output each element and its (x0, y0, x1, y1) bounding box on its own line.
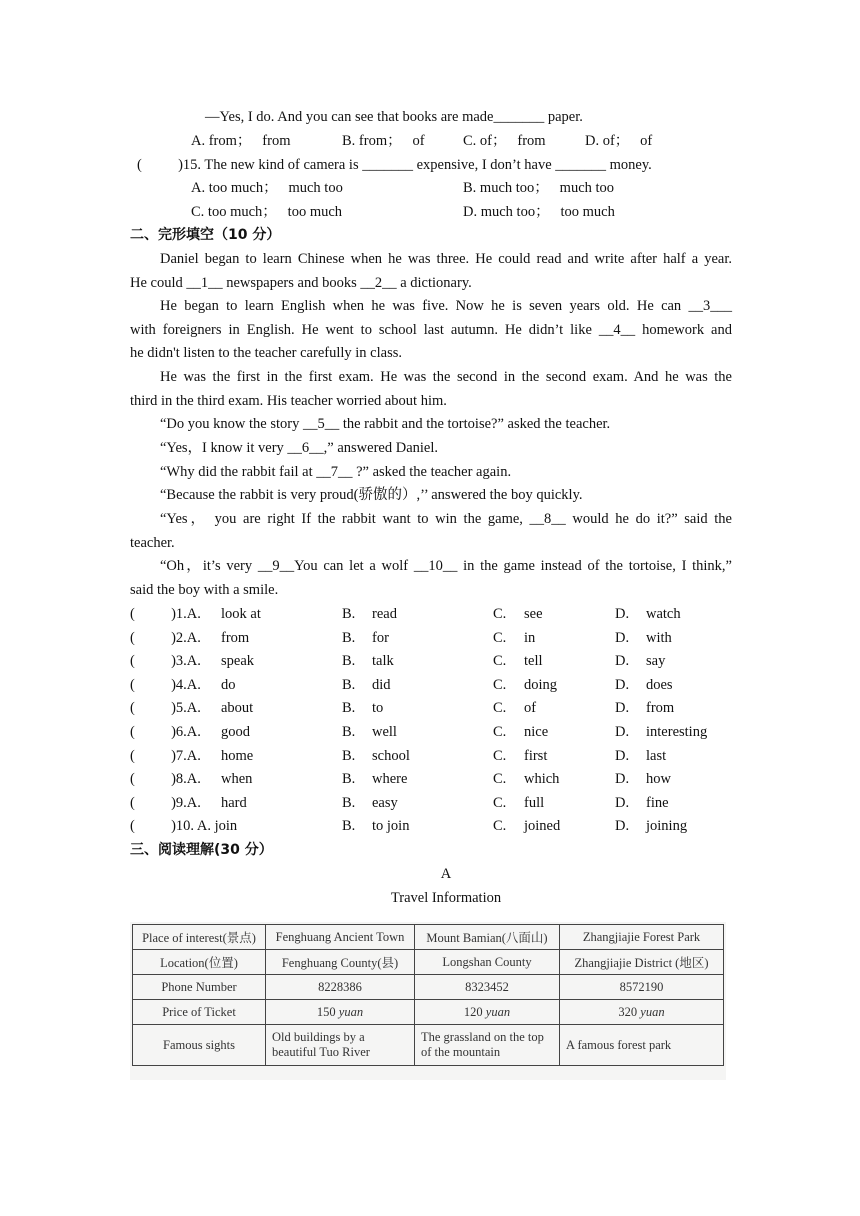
option-text: look at (221, 606, 261, 622)
option-text: talk (372, 653, 394, 670)
option-letter: D. (615, 676, 630, 693)
travel-info-table (130, 922, 726, 1080)
option-letter: C. (493, 606, 507, 622)
table-cell: A famous forest park (560, 1025, 724, 1066)
option-letter: C. (493, 629, 507, 646)
table-cell: Zhangjiajie District (地区) (560, 950, 724, 975)
q14-option-b: B. from； of (342, 133, 425, 149)
option-text: good (221, 724, 250, 740)
table-cell: Longshan County (415, 950, 560, 975)
q14-option-d: D. of； of (585, 133, 653, 149)
option-text: well (372, 724, 397, 740)
option-text: watch (646, 606, 681, 622)
option-text: joined (524, 818, 561, 835)
option-text: does (646, 676, 673, 693)
option-letter: C. (493, 676, 507, 693)
option-text: last (646, 747, 667, 764)
passage-line: teacher. (130, 535, 175, 551)
option-letter: B. (342, 771, 356, 788)
option-text: where (372, 771, 408, 788)
q15-option-a: A. too much； much too (191, 180, 343, 196)
question-number: ( )9.A. (130, 794, 201, 811)
table-cell (415, 1000, 560, 1025)
q15-option-d: D. much too； too much (463, 204, 615, 220)
option-text: about (221, 700, 254, 717)
option-letter: B. (342, 724, 356, 740)
table-row (133, 1025, 724, 1066)
option-text: hard (221, 794, 247, 811)
passage-line: Daniel began to learn Chinese when he was three. He could read and write after half a year. (160, 251, 732, 267)
option-text: to join (372, 818, 410, 835)
option-letter: D. (615, 700, 630, 717)
option-text: from (221, 629, 250, 646)
passage-title: Travel Information (390, 890, 502, 906)
question-number: ( )6.A. (130, 724, 201, 740)
option-letter: B. (342, 700, 356, 717)
table-cell: Place of interest(景点) (133, 925, 266, 950)
table-row (133, 975, 724, 1000)
passage-line: “Do you know the story __5__ the rabbit and the tortoise?” asked the teacher. (160, 416, 611, 432)
price-value: 320 (618, 1004, 638, 1019)
passage-line: “Oh，it’s very __9__You can let a wolf __10__ in the game instead of the tortoise, I think,” (160, 558, 732, 574)
price-value: 150 (316, 1004, 336, 1019)
option-letter: D. (615, 747, 630, 764)
option-letter: D. (615, 794, 630, 811)
option-letter: C. (493, 747, 507, 764)
table-cell: 8572190 (560, 975, 724, 1000)
part-label: A (440, 866, 452, 882)
option-text: did (372, 676, 391, 693)
currency-unit: yuan (640, 1004, 665, 1019)
option-text: first (524, 747, 548, 764)
option-letter: C. (493, 771, 507, 788)
option-text: interesting (646, 724, 708, 740)
table-cell (266, 1000, 415, 1025)
passage-line: He was the first in the first exam. He was the second in the second exam. And he was the (160, 369, 732, 385)
option-text: of (524, 700, 537, 717)
option-text: say (646, 653, 666, 670)
passage-line: “Yes， you are right If the rabbit want to win the game, __8__ would he do it?” said the (160, 511, 732, 527)
table-cell: Famous sights (133, 1025, 266, 1066)
option-text: speak (221, 653, 255, 670)
table-cell: Location(位置) (133, 950, 266, 975)
passage-line: “Because the rabbit is very proud(骄傲的）,’’ answered the boy quickly. (160, 487, 583, 503)
option-letter: C. (493, 724, 507, 740)
option-letter: B. (342, 747, 356, 764)
question-number: ( )4.A. (130, 676, 201, 693)
option-letter: C. (493, 653, 507, 670)
option-letter: D. (615, 606, 630, 622)
option-text: read (372, 606, 397, 622)
currency-unit: yuan (485, 1004, 511, 1019)
passage-line: He could __1__ newspapers and books __2__ a dictionary. (130, 275, 472, 291)
table-row (133, 950, 724, 975)
option-letter: C. (493, 818, 507, 835)
option-letter: B. (342, 818, 356, 835)
table-cell: Phone Number (133, 975, 266, 1000)
table-cell: Mount Bamian(八面山) (415, 925, 560, 950)
table-row (133, 925, 724, 950)
currency-unit: yuan (338, 1004, 364, 1019)
option-letter: D. (615, 629, 630, 646)
option-letter: C. (493, 700, 507, 717)
option-text: see (524, 606, 543, 622)
q15-stem: ( )15. The new kind of camera is _______ expensive, I don’t have _______ money. (137, 157, 652, 173)
question-number: ( )10. A. join (130, 818, 238, 835)
option-text: joining (646, 818, 688, 835)
option-text: doing (524, 676, 558, 693)
option-letter: B. (342, 629, 356, 646)
question-number: ( )5.A. (130, 700, 201, 717)
option-letter: D. (615, 771, 630, 788)
table-row (133, 1000, 724, 1025)
q14-option-a: A. from； from (191, 133, 291, 149)
passage-line: third in the third exam. His teacher worried about him. (130, 393, 447, 409)
passage-line: He began to learn English when he was five. Now he is seven years old. He can __3___ (160, 298, 732, 314)
option-text: in (524, 629, 536, 646)
passage-line: “Why did the rabbit fail at __7__ ?” asked the teacher again. (160, 464, 512, 480)
option-text: how (646, 771, 671, 788)
table-cell: The grassland on the top of the mountain (415, 1025, 560, 1066)
table-cell: Price of Ticket (133, 1000, 266, 1025)
option-text: with (646, 629, 672, 646)
passage-line: “Yes，I know it very __6__,” answered Daniel. (160, 440, 438, 456)
passage-line: he didn't listen to the teacher carefully in class. (130, 345, 402, 361)
option-letter: B. (342, 794, 356, 811)
table-cell: Old buildings by a beautiful Tuo River (266, 1025, 415, 1066)
table-cell: 8228386 (266, 975, 415, 1000)
option-text: nice (524, 724, 549, 740)
table-cell (560, 1000, 724, 1025)
question-number: ( )3.A. (130, 653, 201, 670)
question-number: ( )1.A. (130, 606, 201, 622)
option-text: for (372, 629, 389, 646)
option-letter: D. (615, 724, 630, 740)
question-number: ( )7.A. (130, 747, 201, 764)
option-text: when (221, 771, 253, 788)
q14-option-c: C. of； from (463, 133, 546, 149)
option-text: fine (646, 794, 669, 811)
option-text: which (524, 771, 560, 788)
price-value: 120 (463, 1004, 483, 1019)
q15-option-c: C. too much； too much (191, 204, 343, 220)
q15-option-b: B. much too； much too (463, 180, 615, 196)
option-text: home (221, 747, 254, 764)
section2-heading: 二、完形填空（10 分） (130, 227, 281, 243)
option-text: full (524, 794, 545, 811)
answer-line: —Yes, I do. And you can see that books are made_______ paper. (205, 109, 583, 125)
table-cell: Fenghuang Ancient Town (266, 925, 415, 950)
option-text: tell (524, 653, 543, 670)
option-letter: D. (615, 653, 630, 670)
option-text: easy (372, 794, 398, 811)
option-letter: B. (342, 676, 356, 693)
table-cell: Zhangjiajie Forest Park (560, 925, 724, 950)
option-letter: D. (615, 818, 630, 835)
section3-heading: 三、阅读理解(30 分） (130, 842, 273, 858)
table-cell: 8323452 (415, 975, 560, 1000)
option-letter: B. (342, 653, 356, 670)
passage-line: with foreigners in English. He went to school last autumn. He didn’t like __4__ homework and (130, 322, 732, 338)
table-cell: Fenghuang County(县) (266, 950, 415, 975)
question-number: ( )8.A. (130, 771, 201, 788)
option-text: from (646, 700, 675, 717)
question-number: ( )2.A. (130, 629, 201, 646)
option-text: school (372, 747, 410, 764)
option-letter: C. (493, 794, 507, 811)
passage-line: said the boy with a smile. (130, 582, 279, 598)
option-text: do (221, 676, 236, 693)
option-letter: B. (342, 606, 356, 622)
option-text: to (372, 700, 384, 717)
